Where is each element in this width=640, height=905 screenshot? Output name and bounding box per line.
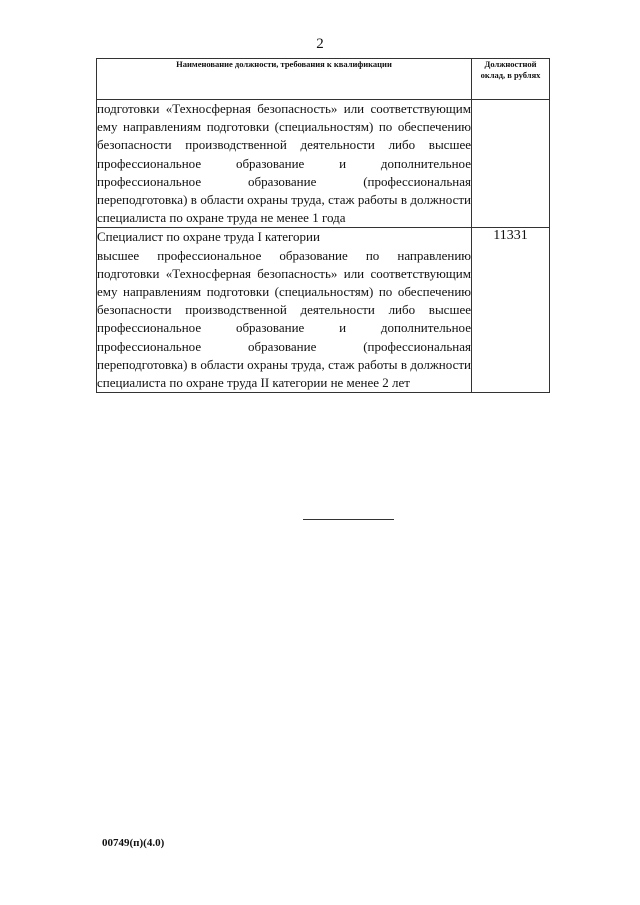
table-row — [97, 100, 550, 228]
row-1-requirements-text: подготовки «Техносферная безопасность» или соответствующим ему направлениям подготовки (специальностям) по обеспечению безопасности производственной деятельности либо высшее профессиональное образование и дополнительное профессиональное образование (профессиональная переподготовка) в области охраны труда, стаж работы в должности специалиста по охране труда не менее 1 года — [97, 101, 471, 226]
row-2-position-title: Специалист по охране труда I категории — [97, 229, 320, 245]
header-position-requirements: Наименование должности, требования к квалификации — [97, 59, 472, 100]
row-2-description-cell — [97, 228, 472, 393]
document-code: 00749(п)(4.0) — [102, 837, 165, 849]
table-header-row — [97, 59, 550, 100]
table-row — [97, 228, 550, 393]
row-2-requirements-text: высшее профессиональное образование по направлению подготовки «Техносферная безопасность» или соответствующим ему направлениям подготовки (специальностям) по обеспечению безопасности производственной деятельности либо высшее профессиональное образование и дополнительное профессиональное образование (профессиональная переподготовка) в области охраны труда, стаж работы в должности специалиста по охране труда II категории не менее 2 лет — [97, 247, 471, 391]
separator-line — [303, 519, 394, 520]
header-salary: Должностной оклад, в рублях — [472, 59, 550, 100]
row-1-description-cell — [97, 100, 472, 228]
row-2-salary-value: 11331 — [472, 228, 550, 393]
row-1-salary-cell — [472, 100, 550, 228]
qualification-table — [96, 58, 550, 393]
page-number: 2 — [316, 36, 324, 52]
